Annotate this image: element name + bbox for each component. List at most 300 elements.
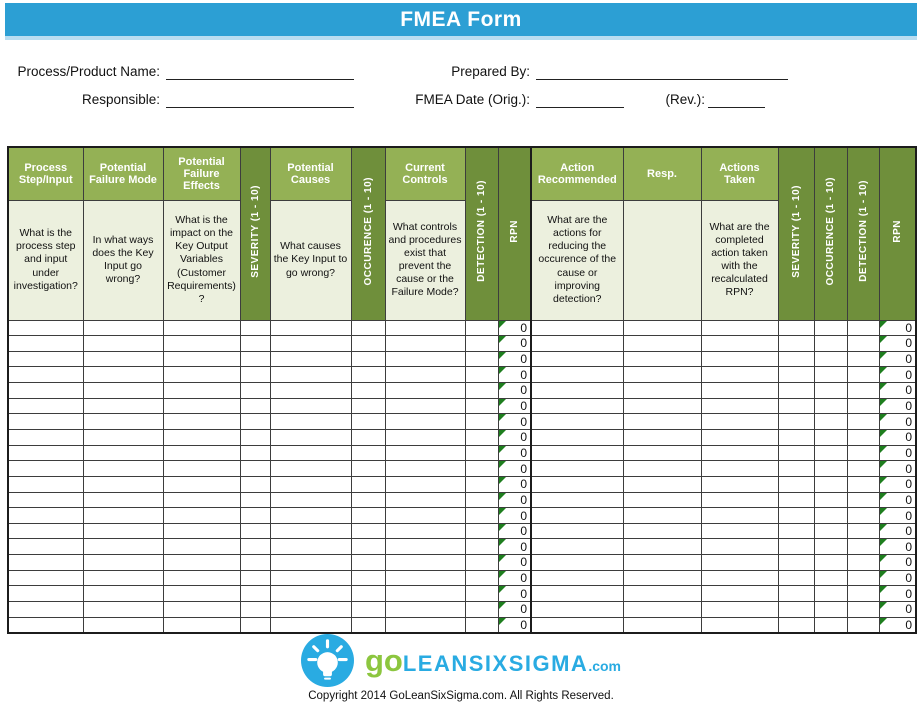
cell-occurence-1-row-7[interactable] [351, 414, 385, 430]
cell-failure-effects-row-4[interactable] [163, 367, 240, 383]
rpn-cell-rpn-1-row-18[interactable]: 0 [498, 586, 531, 602]
cell-severity-2-row-8[interactable] [778, 429, 814, 445]
cell-occurence-1-row-11[interactable] [351, 476, 385, 492]
cell-failure-effects-row-13[interactable] [163, 508, 240, 524]
cell-occurence-2-row-19[interactable] [814, 602, 847, 618]
cell-detection-1-row-16[interactable] [465, 555, 498, 571]
cell-occurence-2-row-6[interactable] [814, 398, 847, 414]
rpn-cell-rpn-2-row-4[interactable]: 0 [879, 367, 916, 383]
cell-potential-causes-row-17[interactable] [270, 570, 351, 586]
cell-action-recommended-row-14[interactable] [531, 523, 623, 539]
process-product-name-field[interactable] [166, 64, 354, 80]
cell-action-recommended-row-3[interactable] [531, 351, 623, 367]
cell-occurence-1-row-19[interactable] [351, 602, 385, 618]
cell-potential-causes-row-15[interactable] [270, 539, 351, 555]
cell-current-controls-row-9[interactable] [385, 445, 465, 461]
cell-failure-mode-row-9[interactable] [83, 445, 163, 461]
cell-severity-2-row-6[interactable] [778, 398, 814, 414]
cell-failure-effects-row-14[interactable] [163, 523, 240, 539]
cell-occurence-1-row-12[interactable] [351, 492, 385, 508]
cell-occurence-1-row-9[interactable] [351, 445, 385, 461]
cell-detection-2-row-13[interactable] [847, 508, 879, 524]
cell-current-controls-row-7[interactable] [385, 414, 465, 430]
cell-detection-1-row-9[interactable] [465, 445, 498, 461]
cell-failure-effects-row-1[interactable] [163, 320, 240, 336]
cell-severity-1-row-13[interactable] [240, 508, 270, 524]
cell-current-controls-row-2[interactable] [385, 336, 465, 352]
rpn-cell-rpn-2-row-10[interactable]: 0 [879, 461, 916, 477]
rpn-cell-rpn-2-row-11[interactable]: 0 [879, 476, 916, 492]
prepared-by-field[interactable] [536, 64, 788, 80]
cell-potential-causes-row-20[interactable] [270, 617, 351, 633]
cell-severity-1-row-17[interactable] [240, 570, 270, 586]
cell-occurence-1-row-16[interactable] [351, 555, 385, 571]
cell-actions-taken-row-16[interactable] [701, 555, 778, 571]
cell-process-step-row-1[interactable] [8, 320, 83, 336]
cell-actions-taken-row-7[interactable] [701, 414, 778, 430]
cell-failure-effects-row-3[interactable] [163, 351, 240, 367]
rpn-cell-rpn-2-row-12[interactable]: 0 [879, 492, 916, 508]
cell-occurence-2-row-3[interactable] [814, 351, 847, 367]
cell-severity-2-row-10[interactable] [778, 461, 814, 477]
cell-severity-1-row-20[interactable] [240, 617, 270, 633]
rpn-cell-rpn-2-row-2[interactable]: 0 [879, 336, 916, 352]
cell-current-controls-row-18[interactable] [385, 586, 465, 602]
cell-actions-taken-row-2[interactable] [701, 336, 778, 352]
cell-potential-causes-row-8[interactable] [270, 429, 351, 445]
cell-potential-causes-row-6[interactable] [270, 398, 351, 414]
cell-occurence-2-row-14[interactable] [814, 523, 847, 539]
cell-failure-effects-row-11[interactable] [163, 476, 240, 492]
cell-action-recommended-row-5[interactable] [531, 383, 623, 399]
cell-severity-1-row-4[interactable] [240, 367, 270, 383]
rpn-cell-rpn-1-row-9[interactable]: 0 [498, 445, 531, 461]
cell-severity-2-row-17[interactable] [778, 570, 814, 586]
cell-current-controls-row-15[interactable] [385, 539, 465, 555]
rpn-cell-rpn-1-row-10[interactable]: 0 [498, 461, 531, 477]
cell-resp-row-18[interactable] [623, 586, 701, 602]
cell-process-step-row-9[interactable] [8, 445, 83, 461]
cell-potential-causes-row-9[interactable] [270, 445, 351, 461]
cell-potential-causes-row-16[interactable] [270, 555, 351, 571]
rpn-cell-rpn-1-row-15[interactable]: 0 [498, 539, 531, 555]
cell-failure-effects-row-8[interactable] [163, 429, 240, 445]
rpn-cell-rpn-1-row-11[interactable]: 0 [498, 476, 531, 492]
cell-resp-row-14[interactable] [623, 523, 701, 539]
cell-actions-taken-row-8[interactable] [701, 429, 778, 445]
cell-detection-2-row-8[interactable] [847, 429, 879, 445]
cell-severity-1-row-3[interactable] [240, 351, 270, 367]
cell-occurence-1-row-14[interactable] [351, 523, 385, 539]
rpn-cell-rpn-1-row-4[interactable]: 0 [498, 367, 531, 383]
cell-failure-effects-row-9[interactable] [163, 445, 240, 461]
cell-failure-mode-row-5[interactable] [83, 383, 163, 399]
rpn-cell-rpn-2-row-8[interactable]: 0 [879, 429, 916, 445]
cell-resp-row-5[interactable] [623, 383, 701, 399]
cell-occurence-2-row-1[interactable] [814, 320, 847, 336]
cell-occurence-1-row-13[interactable] [351, 508, 385, 524]
rpn-cell-rpn-1-row-19[interactable]: 0 [498, 602, 531, 618]
cell-failure-effects-row-20[interactable] [163, 617, 240, 633]
cell-detection-2-row-18[interactable] [847, 586, 879, 602]
cell-occurence-2-row-20[interactable] [814, 617, 847, 633]
cell-resp-row-12[interactable] [623, 492, 701, 508]
cell-potential-causes-row-10[interactable] [270, 461, 351, 477]
rpn-cell-rpn-1-row-6[interactable]: 0 [498, 398, 531, 414]
cell-occurence-1-row-18[interactable] [351, 586, 385, 602]
cell-process-step-row-13[interactable] [8, 508, 83, 524]
rpn-cell-rpn-2-row-7[interactable]: 0 [879, 414, 916, 430]
cell-potential-causes-row-11[interactable] [270, 476, 351, 492]
cell-process-step-row-16[interactable] [8, 555, 83, 571]
cell-severity-2-row-13[interactable] [778, 508, 814, 524]
cell-resp-row-11[interactable] [623, 476, 701, 492]
cell-severity-2-row-5[interactable] [778, 383, 814, 399]
cell-severity-2-row-9[interactable] [778, 445, 814, 461]
cell-severity-1-row-14[interactable] [240, 523, 270, 539]
cell-detection-1-row-3[interactable] [465, 351, 498, 367]
rpn-cell-rpn-2-row-13[interactable]: 0 [879, 508, 916, 524]
cell-actions-taken-row-18[interactable] [701, 586, 778, 602]
cell-occurence-2-row-7[interactable] [814, 414, 847, 430]
cell-actions-taken-row-11[interactable] [701, 476, 778, 492]
rpn-cell-rpn-2-row-17[interactable]: 0 [879, 570, 916, 586]
cell-failure-effects-row-6[interactable] [163, 398, 240, 414]
cell-failure-mode-row-10[interactable] [83, 461, 163, 477]
cell-detection-1-row-20[interactable] [465, 617, 498, 633]
cell-detection-1-row-2[interactable] [465, 336, 498, 352]
fmea-date-orig-field[interactable] [536, 92, 624, 108]
cell-severity-2-row-1[interactable] [778, 320, 814, 336]
cell-potential-causes-row-7[interactable] [270, 414, 351, 430]
cell-severity-1-row-5[interactable] [240, 383, 270, 399]
cell-failure-mode-row-2[interactable] [83, 336, 163, 352]
cell-actions-taken-row-6[interactable] [701, 398, 778, 414]
cell-failure-mode-row-7[interactable] [83, 414, 163, 430]
cell-occurence-2-row-5[interactable] [814, 383, 847, 399]
cell-potential-causes-row-12[interactable] [270, 492, 351, 508]
cell-resp-row-13[interactable] [623, 508, 701, 524]
cell-occurence-2-row-13[interactable] [814, 508, 847, 524]
rpn-cell-rpn-2-row-14[interactable]: 0 [879, 523, 916, 539]
cell-current-controls-row-11[interactable] [385, 476, 465, 492]
cell-actions-taken-row-14[interactable] [701, 523, 778, 539]
rpn-cell-rpn-1-row-20[interactable]: 0 [498, 617, 531, 633]
cell-occurence-2-row-2[interactable] [814, 336, 847, 352]
rpn-cell-rpn-1-row-2[interactable]: 0 [498, 336, 531, 352]
cell-actions-taken-row-15[interactable] [701, 539, 778, 555]
cell-occurence-1-row-8[interactable] [351, 429, 385, 445]
cell-actions-taken-row-9[interactable] [701, 445, 778, 461]
cell-severity-2-row-12[interactable] [778, 492, 814, 508]
cell-potential-causes-row-14[interactable] [270, 523, 351, 539]
cell-current-controls-row-13[interactable] [385, 508, 465, 524]
cell-process-step-row-11[interactable] [8, 476, 83, 492]
cell-action-recommended-row-9[interactable] [531, 445, 623, 461]
cell-occurence-2-row-10[interactable] [814, 461, 847, 477]
cell-occurence-1-row-3[interactable] [351, 351, 385, 367]
cell-detection-1-row-14[interactable] [465, 523, 498, 539]
cell-potential-causes-row-19[interactable] [270, 602, 351, 618]
cell-action-recommended-row-16[interactable] [531, 555, 623, 571]
cell-detection-1-row-12[interactable] [465, 492, 498, 508]
cell-severity-1-row-6[interactable] [240, 398, 270, 414]
cell-severity-1-row-19[interactable] [240, 602, 270, 618]
cell-resp-row-2[interactable] [623, 336, 701, 352]
cell-action-recommended-row-10[interactable] [531, 461, 623, 477]
cell-severity-2-row-20[interactable] [778, 617, 814, 633]
cell-severity-1-row-7[interactable] [240, 414, 270, 430]
cell-current-controls-row-12[interactable] [385, 492, 465, 508]
cell-severity-2-row-14[interactable] [778, 523, 814, 539]
cell-action-recommended-row-11[interactable] [531, 476, 623, 492]
cell-detection-2-row-5[interactable] [847, 383, 879, 399]
cell-failure-effects-row-10[interactable] [163, 461, 240, 477]
cell-resp-row-17[interactable] [623, 570, 701, 586]
cell-action-recommended-row-8[interactable] [531, 429, 623, 445]
cell-occurence-1-row-1[interactable] [351, 320, 385, 336]
cell-severity-1-row-2[interactable] [240, 336, 270, 352]
cell-occurence-1-row-20[interactable] [351, 617, 385, 633]
cell-potential-causes-row-3[interactable] [270, 351, 351, 367]
cell-failure-mode-row-17[interactable] [83, 570, 163, 586]
cell-resp-row-10[interactable] [623, 461, 701, 477]
cell-current-controls-row-4[interactable] [385, 367, 465, 383]
cell-potential-causes-row-1[interactable] [270, 320, 351, 336]
cell-severity-2-row-18[interactable] [778, 586, 814, 602]
cell-severity-2-row-19[interactable] [778, 602, 814, 618]
cell-detection-2-row-11[interactable] [847, 476, 879, 492]
rpn-cell-rpn-1-row-12[interactable]: 0 [498, 492, 531, 508]
cell-current-controls-row-6[interactable] [385, 398, 465, 414]
cell-occurence-2-row-18[interactable] [814, 586, 847, 602]
cell-failure-effects-row-19[interactable] [163, 602, 240, 618]
cell-failure-effects-row-5[interactable] [163, 383, 240, 399]
cell-resp-row-3[interactable] [623, 351, 701, 367]
cell-process-step-row-8[interactable] [8, 429, 83, 445]
cell-action-recommended-row-1[interactable] [531, 320, 623, 336]
cell-action-recommended-row-2[interactable] [531, 336, 623, 352]
rpn-cell-rpn-2-row-6[interactable]: 0 [879, 398, 916, 414]
cell-actions-taken-row-4[interactable] [701, 367, 778, 383]
cell-occurence-1-row-5[interactable] [351, 383, 385, 399]
cell-occurence-1-row-6[interactable] [351, 398, 385, 414]
cell-severity-1-row-18[interactable] [240, 586, 270, 602]
cell-detection-2-row-20[interactable] [847, 617, 879, 633]
cell-occurence-2-row-17[interactable] [814, 570, 847, 586]
cell-severity-1-row-9[interactable] [240, 445, 270, 461]
cell-detection-1-row-1[interactable] [465, 320, 498, 336]
cell-detection-1-row-10[interactable] [465, 461, 498, 477]
cell-actions-taken-row-1[interactable] [701, 320, 778, 336]
cell-detection-2-row-10[interactable] [847, 461, 879, 477]
cell-severity-2-row-7[interactable] [778, 414, 814, 430]
cell-failure-mode-row-12[interactable] [83, 492, 163, 508]
cell-detection-2-row-6[interactable] [847, 398, 879, 414]
cell-occurence-1-row-4[interactable] [351, 367, 385, 383]
cell-actions-taken-row-5[interactable] [701, 383, 778, 399]
cell-failure-effects-row-18[interactable] [163, 586, 240, 602]
cell-action-recommended-row-12[interactable] [531, 492, 623, 508]
cell-potential-causes-row-4[interactable] [270, 367, 351, 383]
cell-severity-2-row-3[interactable] [778, 351, 814, 367]
responsible-field[interactable] [166, 92, 354, 108]
cell-current-controls-row-16[interactable] [385, 555, 465, 571]
cell-resp-row-15[interactable] [623, 539, 701, 555]
cell-severity-2-row-4[interactable] [778, 367, 814, 383]
cell-failure-effects-row-7[interactable] [163, 414, 240, 430]
cell-action-recommended-row-19[interactable] [531, 602, 623, 618]
cell-detection-1-row-4[interactable] [465, 367, 498, 383]
cell-occurence-2-row-9[interactable] [814, 445, 847, 461]
cell-resp-row-7[interactable] [623, 414, 701, 430]
cell-detection-1-row-5[interactable] [465, 383, 498, 399]
cell-failure-mode-row-14[interactable] [83, 523, 163, 539]
rpn-cell-rpn-1-row-5[interactable]: 0 [498, 383, 531, 399]
cell-current-controls-row-19[interactable] [385, 602, 465, 618]
cell-current-controls-row-17[interactable] [385, 570, 465, 586]
cell-failure-effects-row-15[interactable] [163, 539, 240, 555]
cell-detection-1-row-13[interactable] [465, 508, 498, 524]
cell-severity-1-row-8[interactable] [240, 429, 270, 445]
cell-current-controls-row-20[interactable] [385, 617, 465, 633]
cell-current-controls-row-5[interactable] [385, 383, 465, 399]
cell-severity-1-row-16[interactable] [240, 555, 270, 571]
cell-occurence-2-row-8[interactable] [814, 429, 847, 445]
cell-detection-2-row-9[interactable] [847, 445, 879, 461]
rpn-cell-rpn-2-row-15[interactable]: 0 [879, 539, 916, 555]
cell-action-recommended-row-7[interactable] [531, 414, 623, 430]
cell-failure-mode-row-1[interactable] [83, 320, 163, 336]
cell-failure-mode-row-11[interactable] [83, 476, 163, 492]
cell-detection-1-row-7[interactable] [465, 414, 498, 430]
cell-failure-effects-row-17[interactable] [163, 570, 240, 586]
cell-process-step-row-18[interactable] [8, 586, 83, 602]
cell-actions-taken-row-12[interactable] [701, 492, 778, 508]
cell-current-controls-row-10[interactable] [385, 461, 465, 477]
cell-actions-taken-row-10[interactable] [701, 461, 778, 477]
cell-failure-mode-row-20[interactable] [83, 617, 163, 633]
cell-process-step-row-3[interactable] [8, 351, 83, 367]
cell-detection-1-row-19[interactable] [465, 602, 498, 618]
cell-failure-mode-row-6[interactable] [83, 398, 163, 414]
cell-detection-1-row-17[interactable] [465, 570, 498, 586]
cell-process-step-row-10[interactable] [8, 461, 83, 477]
cell-process-step-row-2[interactable] [8, 336, 83, 352]
cell-current-controls-row-3[interactable] [385, 351, 465, 367]
rev-field[interactable] [708, 92, 765, 108]
cell-occurence-1-row-15[interactable] [351, 539, 385, 555]
cell-process-step-row-4[interactable] [8, 367, 83, 383]
rpn-cell-rpn-1-row-3[interactable]: 0 [498, 351, 531, 367]
cell-detection-2-row-12[interactable] [847, 492, 879, 508]
cell-potential-causes-row-18[interactable] [270, 586, 351, 602]
cell-resp-row-20[interactable] [623, 617, 701, 633]
rpn-cell-rpn-1-row-7[interactable]: 0 [498, 414, 531, 430]
cell-process-step-row-7[interactable] [8, 414, 83, 430]
cell-detection-1-row-11[interactable] [465, 476, 498, 492]
cell-detection-2-row-1[interactable] [847, 320, 879, 336]
cell-detection-2-row-7[interactable] [847, 414, 879, 430]
cell-detection-2-row-4[interactable] [847, 367, 879, 383]
cell-failure-effects-row-2[interactable] [163, 336, 240, 352]
cell-action-recommended-row-6[interactable] [531, 398, 623, 414]
cell-severity-1-row-10[interactable] [240, 461, 270, 477]
cell-failure-mode-row-13[interactable] [83, 508, 163, 524]
cell-current-controls-row-14[interactable] [385, 523, 465, 539]
cell-failure-mode-row-16[interactable] [83, 555, 163, 571]
cell-process-step-row-14[interactable] [8, 523, 83, 539]
cell-resp-row-16[interactable] [623, 555, 701, 571]
rpn-cell-rpn-2-row-18[interactable]: 0 [879, 586, 916, 602]
cell-action-recommended-row-17[interactable] [531, 570, 623, 586]
cell-occurence-2-row-11[interactable] [814, 476, 847, 492]
cell-actions-taken-row-20[interactable] [701, 617, 778, 633]
cell-resp-row-6[interactable] [623, 398, 701, 414]
cell-resp-row-8[interactable] [623, 429, 701, 445]
cell-action-recommended-row-20[interactable] [531, 617, 623, 633]
cell-detection-2-row-17[interactable] [847, 570, 879, 586]
rpn-cell-rpn-1-row-1[interactable]: 0 [498, 320, 531, 336]
cell-process-step-row-12[interactable] [8, 492, 83, 508]
cell-action-recommended-row-18[interactable] [531, 586, 623, 602]
cell-failure-mode-row-18[interactable] [83, 586, 163, 602]
cell-process-step-row-19[interactable] [8, 602, 83, 618]
rpn-cell-rpn-2-row-9[interactable]: 0 [879, 445, 916, 461]
rpn-cell-rpn-1-row-8[interactable]: 0 [498, 429, 531, 445]
cell-occurence-2-row-4[interactable] [814, 367, 847, 383]
cell-occurence-1-row-10[interactable] [351, 461, 385, 477]
cell-action-recommended-row-13[interactable] [531, 508, 623, 524]
cell-severity-2-row-15[interactable] [778, 539, 814, 555]
rpn-cell-rpn-2-row-5[interactable]: 0 [879, 383, 916, 399]
rpn-cell-rpn-2-row-16[interactable]: 0 [879, 555, 916, 571]
cell-potential-causes-row-5[interactable] [270, 383, 351, 399]
cell-occurence-2-row-16[interactable] [814, 555, 847, 571]
cell-failure-mode-row-15[interactable] [83, 539, 163, 555]
cell-severity-1-row-1[interactable] [240, 320, 270, 336]
rpn-cell-rpn-2-row-19[interactable]: 0 [879, 602, 916, 618]
cell-detection-1-row-8[interactable] [465, 429, 498, 445]
rpn-cell-rpn-1-row-17[interactable]: 0 [498, 570, 531, 586]
cell-severity-2-row-2[interactable] [778, 336, 814, 352]
rpn-cell-rpn-2-row-3[interactable]: 0 [879, 351, 916, 367]
cell-detection-2-row-16[interactable] [847, 555, 879, 571]
cell-failure-effects-row-16[interactable] [163, 555, 240, 571]
cell-detection-2-row-3[interactable] [847, 351, 879, 367]
cell-resp-row-4[interactable] [623, 367, 701, 383]
cell-process-step-row-17[interactable] [8, 570, 83, 586]
cell-occurence-1-row-17[interactable] [351, 570, 385, 586]
cell-actions-taken-row-17[interactable] [701, 570, 778, 586]
rpn-cell-rpn-1-row-16[interactable]: 0 [498, 555, 531, 571]
cell-action-recommended-row-15[interactable] [531, 539, 623, 555]
cell-current-controls-row-8[interactable] [385, 429, 465, 445]
rpn-cell-rpn-2-row-1[interactable]: 0 [879, 320, 916, 336]
cell-failure-mode-row-3[interactable] [83, 351, 163, 367]
cell-severity-1-row-11[interactable] [240, 476, 270, 492]
cell-actions-taken-row-3[interactable] [701, 351, 778, 367]
cell-severity-2-row-16[interactable] [778, 555, 814, 571]
cell-occurence-1-row-2[interactable] [351, 336, 385, 352]
cell-process-step-row-20[interactable] [8, 617, 83, 633]
rpn-cell-rpn-1-row-13[interactable]: 0 [498, 508, 531, 524]
cell-action-recommended-row-4[interactable] [531, 367, 623, 383]
cell-potential-causes-row-13[interactable] [270, 508, 351, 524]
cell-process-step-row-15[interactable] [8, 539, 83, 555]
cell-resp-row-1[interactable] [623, 320, 701, 336]
cell-detection-1-row-18[interactable] [465, 586, 498, 602]
